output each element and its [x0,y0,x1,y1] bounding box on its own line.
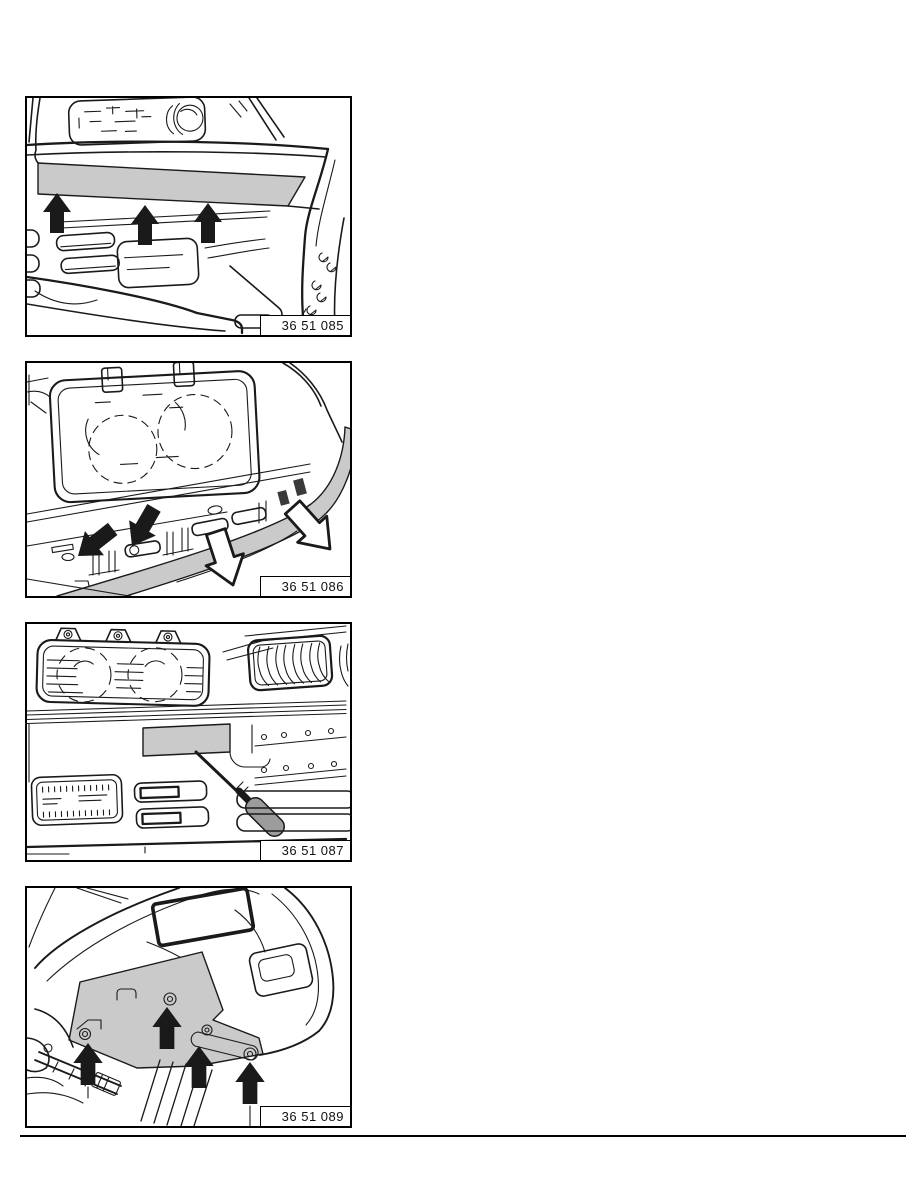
footer-divider [20,1135,906,1137]
figure-number: 36 51 087 [281,843,344,858]
up-arrow-icon [194,203,222,243]
figure-caption [260,315,350,335]
trim-piece-shaded [143,724,230,756]
figure-frame-3 [25,622,352,862]
screwdriver [196,752,288,840]
fog-light [117,238,199,288]
figure-frame-1 [25,96,352,337]
figure-number: 36 51 089 [281,1109,344,1124]
up-arrow-icon [43,193,71,233]
wheel-arch-cover-illustration [27,888,350,1126]
clip-arrow-icon [69,517,123,568]
headlight-housing [48,363,260,503]
figure-caption [260,840,350,860]
screwdriver-pry-illustration [27,624,350,860]
figure-caption [260,1106,350,1126]
bumper-impact-strip-illustration [27,98,350,335]
kidney-grille [247,635,332,691]
trim-strip-removal-illustration [27,363,350,596]
figure-number: 36 51 086 [281,579,344,594]
figure-caption [260,576,350,596]
up-arrow-icon [235,1062,264,1104]
up-arrow-icon [131,205,159,245]
headlight [68,98,205,145]
figure-frame-2 [25,361,352,598]
figure-number: 36 51 085 [281,318,344,333]
twin-headlight [36,628,210,706]
impact-strip-shaded [38,163,305,206]
fog-light [31,774,123,825]
figure-frame-4 [25,886,352,1128]
